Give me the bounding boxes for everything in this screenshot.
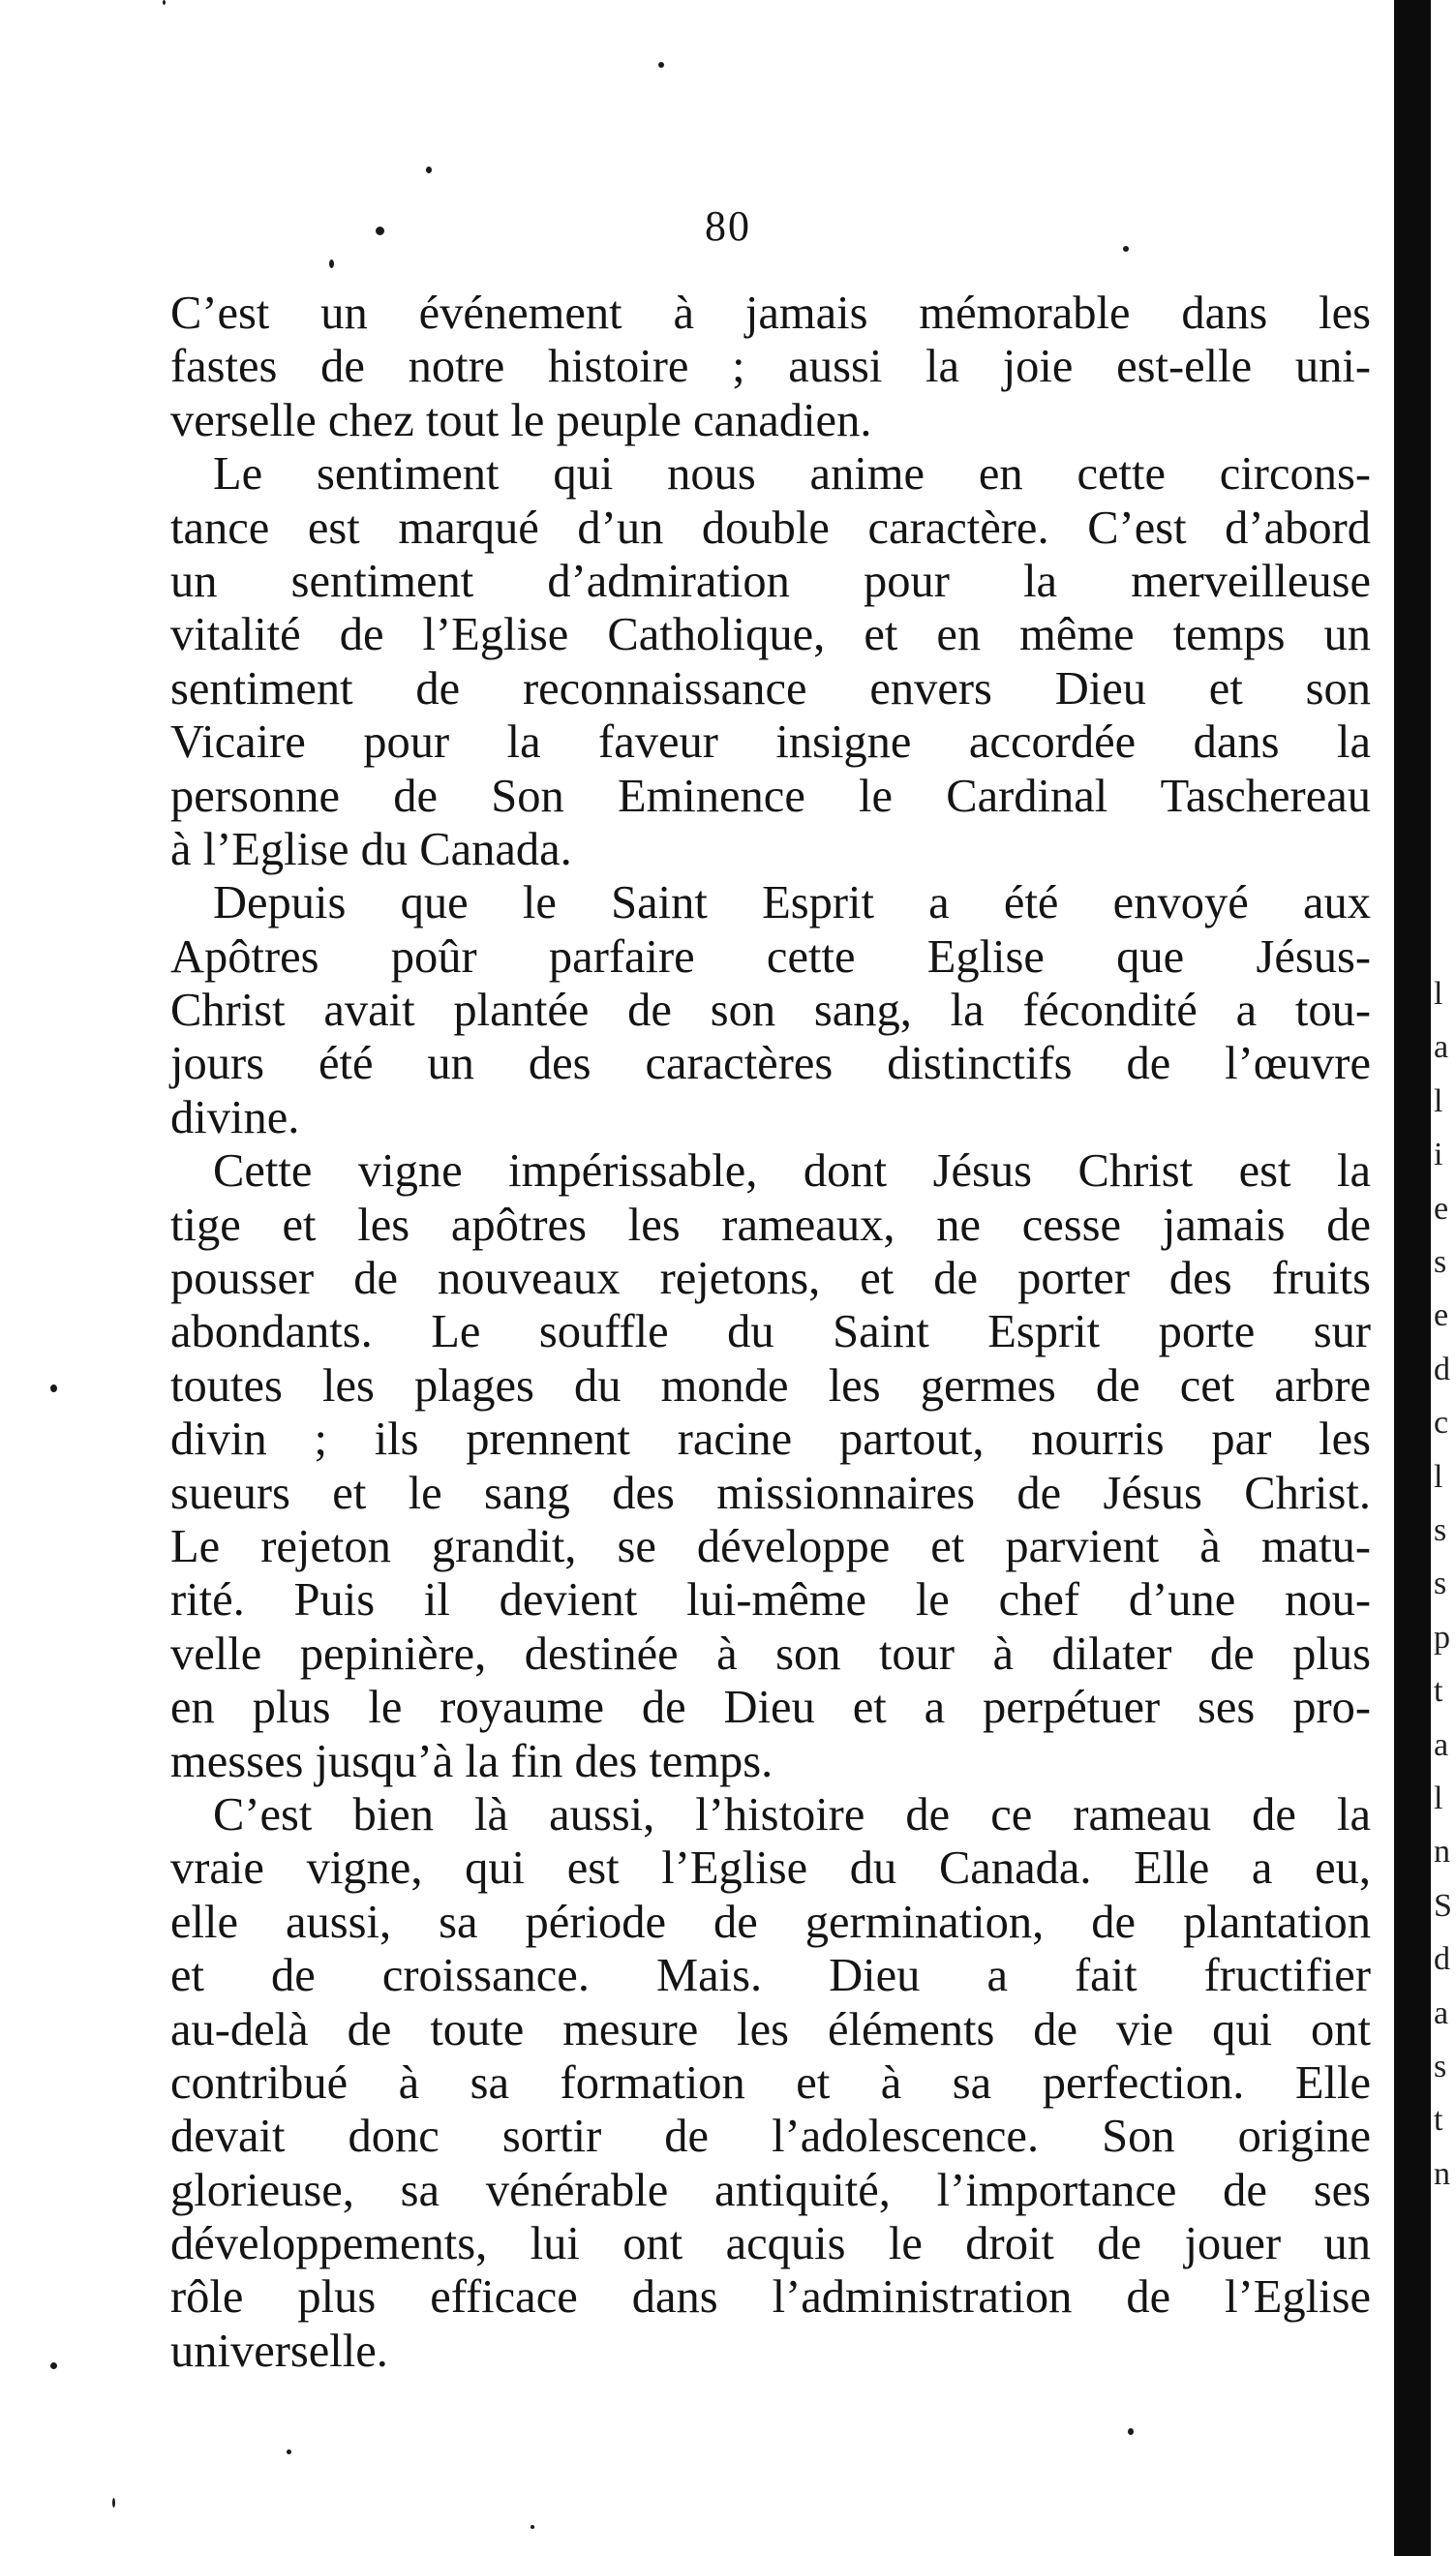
text-line: Le rejeton grandit, se développe et parvient à matu- <box>170 1520 1371 1572</box>
text-line: Le sentiment qui nous anime en cette circons- <box>213 448 1371 501</box>
text-line: messes jusqu’à la fin des temps. <box>170 1735 774 1787</box>
margin-fragment: e <box>1434 1190 1449 1227</box>
text-line: toutes les plages du monde les germes de cet arbre <box>170 1359 1371 1412</box>
margin-fragment: e <box>1434 1297 1449 1334</box>
text-line: tige et les apôtres les rameaux, ne cesse jamais de <box>170 1199 1371 1251</box>
margin-fragment: d <box>1434 1941 1450 1978</box>
text-line: vitalité de l’Eglise Catholique, et en même temps un <box>170 609 1371 661</box>
paragraph <box>170 876 1371 1144</box>
margin-fragment: a <box>1434 1726 1449 1763</box>
text-line: à l’Eglise du Canada. <box>170 823 572 875</box>
margin-fragment: s <box>1434 1244 1447 1280</box>
scan-speck <box>658 62 664 68</box>
body-text <box>170 287 1371 2378</box>
margin-fragment: c <box>1434 1405 1449 1442</box>
margin-fragment: l <box>1434 1458 1443 1495</box>
margin-fragment: a <box>1434 1029 1449 1066</box>
text-line: abondants. Le souffle du Saint Esprit porte sur <box>170 1306 1371 1358</box>
margin-fragment: s <box>1434 2049 1447 2084</box>
text-line: un sentiment d’admiration pour la merveilleuse <box>170 555 1371 607</box>
text-line: rôle plus efficace dans l’administration de l’Eglise <box>170 2271 1371 2324</box>
text-line: rité. Puis il devient lui-même le chef d’une nou- <box>170 1574 1371 1627</box>
scan-speck <box>163 0 166 5</box>
paragraph <box>170 287 1371 447</box>
text-line: Christ avait plantée de son sang, la fécondité a tou- <box>170 985 1371 1037</box>
text-line: Vicaire pour la faveur insigne accordée dans la <box>170 716 1371 769</box>
paragraph <box>170 447 1371 876</box>
margin-fragment: t <box>1434 1673 1443 1710</box>
text-line: C’est un événement à jamais mémorable dans les <box>170 288 1371 339</box>
paragraph <box>170 1788 1371 2378</box>
margin-fragment: i <box>1434 1137 1443 1173</box>
text-line: tance est marqué d’un double caractère. C’est d’abord <box>170 502 1371 554</box>
text-line: Depuis que le Saint Esprit a été envoyé aux <box>213 877 1371 929</box>
text-line: divin ; ils prennent racine partout, nourris par les <box>170 1414 1371 1466</box>
text-line: vraie vigne, qui est l’Eglise du Canada. Elle a eu, <box>170 1842 1371 1895</box>
text-line: sentiment de reconnaissance envers Dieu et son <box>170 662 1371 715</box>
paragraph <box>170 1144 1371 1788</box>
scan-speck <box>50 2362 57 2369</box>
scan-speck <box>376 227 384 235</box>
text-line: elle aussi, sa période de germination, de plantation <box>170 1896 1371 1948</box>
margin-fragment: l <box>1434 1082 1443 1119</box>
text-line: divine. <box>170 1091 300 1143</box>
text-line: développements, lui ont acquis le droit de jouer un <box>170 2218 1371 2270</box>
text-line: fastes de notre histoire ; aussi la joie est-elle uni- <box>170 341 1371 393</box>
scan-speck <box>329 259 334 268</box>
text-line: pousser de nouveaux rejetons, et de porter des fruits <box>170 1253 1371 1305</box>
margin-fragment: a <box>1434 1994 1449 2031</box>
scan-speck <box>426 167 432 173</box>
scan-speck <box>50 1384 57 1392</box>
text-line: jours été un des caractères distinctifs de l’œuvre <box>170 1038 1371 1090</box>
scan-speck <box>287 2450 291 2454</box>
text-line: et de croissance. Mais. Dieu a fait fructifier <box>170 1950 1371 2002</box>
text-line: verselle chez tout le peuple canadien. <box>170 394 872 446</box>
margin-fragment: s <box>1434 1512 1447 1548</box>
binding-gutter <box>1394 0 1431 2556</box>
text-line: sueurs et le sang des missionnaires de Jésus Christ. <box>170 1467 1371 1519</box>
margin-fragment: l <box>1434 976 1443 1012</box>
margin-fragment: l <box>1434 1780 1443 1816</box>
scan-speck <box>1123 246 1129 252</box>
text-line: velle pepinière, destinée à son tour à dilater de plus <box>170 1628 1371 1680</box>
text-line: glorieuse, sa vénérable antiquité, l’importance de ses <box>170 2164 1371 2216</box>
margin-fragment: t <box>1434 2102 1443 2139</box>
margin-fragment: n <box>1434 1834 1450 1871</box>
text-line: en plus le royaume de Dieu et a perpétuer ses pro- <box>170 1682 1371 1734</box>
text-line: Cette vigne impérissable, dont Jésus Christ est la <box>213 1145 1371 1198</box>
text-line: contribué à sa formation et à sa perfection. Elle <box>170 2056 1371 2109</box>
text-line: C’est bien là aussi, l’histoire de ce rameau de la <box>213 1788 1371 1841</box>
scan-speck <box>531 2525 534 2529</box>
text-line: Apôtres poûr parfaire cette Eglise que Jésus- <box>170 930 1371 983</box>
margin-fragment: n <box>1434 2155 1450 2192</box>
scan-speck <box>1128 2428 1134 2435</box>
text-line: au-delà de toute mesure les éléments de vie qui ont <box>170 2003 1371 2055</box>
facing-page-fragments <box>1434 0 1456 2556</box>
page-number: 80 <box>705 202 751 250</box>
margin-fragment: p <box>1434 1619 1450 1656</box>
margin-fragment: d <box>1434 1351 1450 1387</box>
text-line: devait donc sortir de l’adolescence. Son origine <box>170 2111 1371 2163</box>
margin-fragment: S <box>1434 1887 1452 1924</box>
margin-fragment: s <box>1434 1566 1447 1602</box>
text-line: universelle. <box>170 2325 388 2377</box>
text-line: personne de Son Eminence le Cardinal Taschereau <box>170 770 1371 822</box>
scan-speck <box>112 2498 115 2508</box>
